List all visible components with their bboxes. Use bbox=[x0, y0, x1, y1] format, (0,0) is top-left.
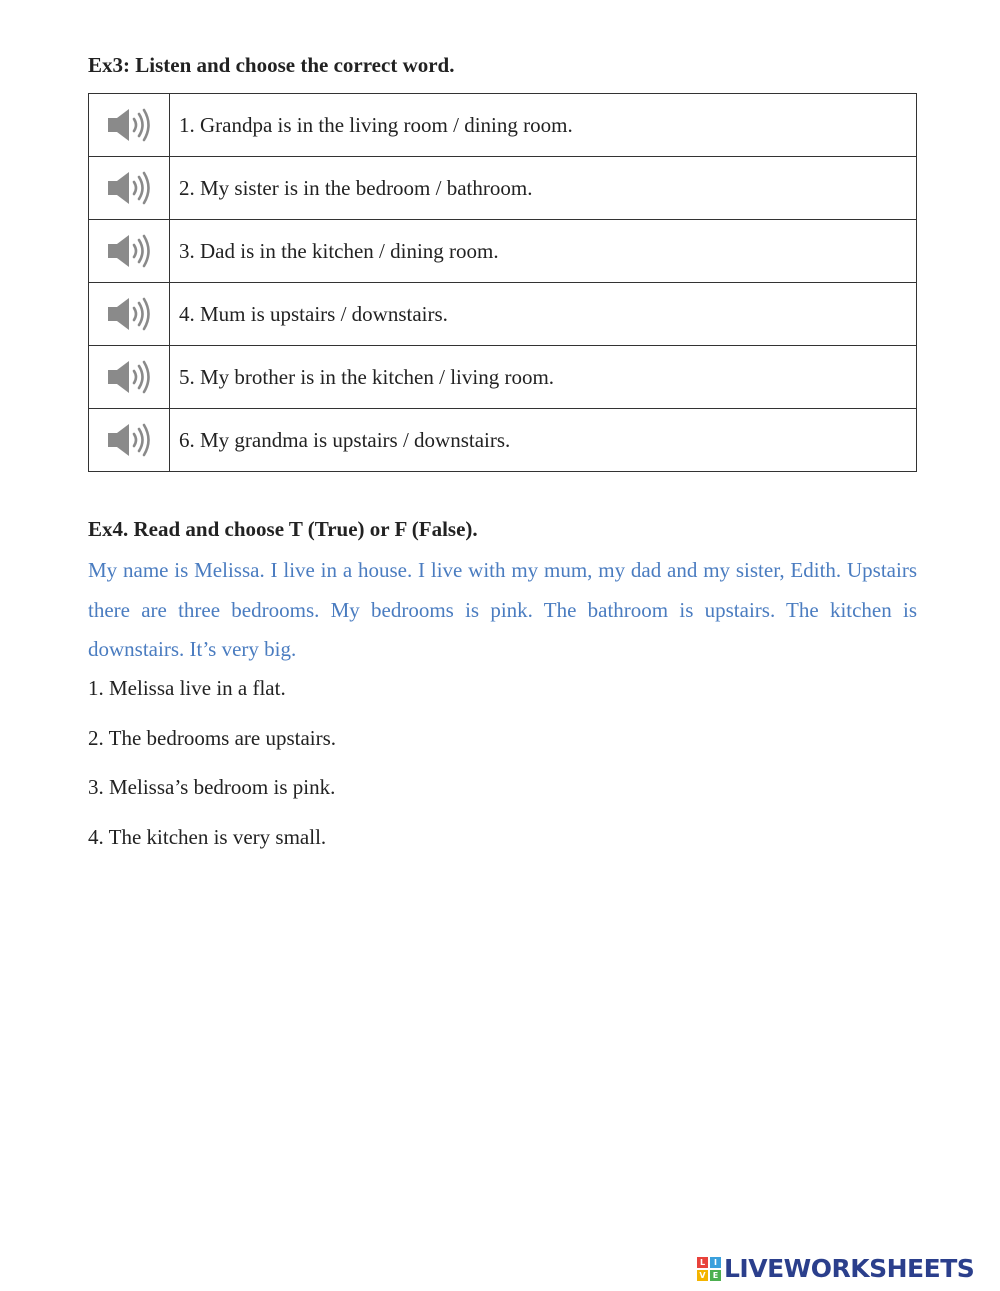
logo-blocks-icon bbox=[697, 1257, 721, 1281]
ex4-title: Ex4. Read and choose T (True) or F (False). bbox=[88, 517, 478, 541]
audio-cell bbox=[89, 94, 170, 157]
speaker-icon[interactable] bbox=[105, 231, 153, 271]
list-item: 4. The kitchen is very small. bbox=[88, 824, 327, 849]
audio-cell bbox=[89, 346, 170, 409]
sentence-6: 6. My grandma is upstairs / downstairs. bbox=[170, 409, 917, 472]
reading-passage: My name is Melissa. I live in a house. I live with my mum, my dad and my sister, Edith. Upstairs there are three bedrooms. My bedrooms is pink. The bathroom is upstairs. The kitchen is downstairs. It’s very big. bbox=[88, 558, 917, 661]
logo-letter: L bbox=[697, 1257, 708, 1268]
table-row bbox=[89, 409, 917, 472]
sentence-5: 5. My brother is in the kitchen / living room. bbox=[170, 346, 917, 409]
audio-cell bbox=[89, 157, 170, 220]
true-false-statements bbox=[88, 670, 336, 868]
list-item: 2. The bedrooms are upstairs. bbox=[88, 725, 337, 750]
table-row bbox=[89, 283, 917, 346]
sentence-4: 4. Mum is upstairs / downstairs. bbox=[170, 283, 917, 346]
audio-cell bbox=[89, 283, 170, 346]
speaker-icon[interactable] bbox=[105, 294, 153, 334]
logo-text: LIVEWORKSHEETS bbox=[724, 1254, 975, 1283]
ex3-title: Ex3: Listen and choose the correct word. bbox=[88, 53, 455, 77]
table-row bbox=[89, 220, 917, 283]
sentence-2: 2. My sister is in the bedroom / bathroom. bbox=[170, 157, 917, 220]
audio-cell bbox=[89, 220, 170, 283]
audio-cell bbox=[89, 409, 170, 472]
list-item: 3. Melissa’s bedroom is pink. bbox=[88, 775, 336, 799]
table-row bbox=[89, 94, 917, 157]
logo-letter: I bbox=[710, 1257, 721, 1268]
speaker-icon[interactable] bbox=[105, 105, 153, 145]
logo-letter: V bbox=[697, 1270, 708, 1281]
list-item: 1. Melissa live in a flat. bbox=[88, 676, 286, 700]
speaker-icon[interactable] bbox=[105, 168, 153, 208]
table-row bbox=[89, 157, 917, 220]
table-row bbox=[89, 346, 917, 409]
speaker-icon[interactable] bbox=[105, 420, 153, 460]
sentence-1: 1. Grandpa is in the living room / dining room. bbox=[170, 94, 917, 157]
sentence-3: 3. Dad is in the kitchen / dining room. bbox=[170, 220, 917, 283]
speaker-icon[interactable] bbox=[105, 357, 153, 397]
logo-letter: E bbox=[710, 1270, 721, 1281]
liveworksheets-logo bbox=[697, 1254, 974, 1283]
listening-table bbox=[88, 93, 917, 472]
